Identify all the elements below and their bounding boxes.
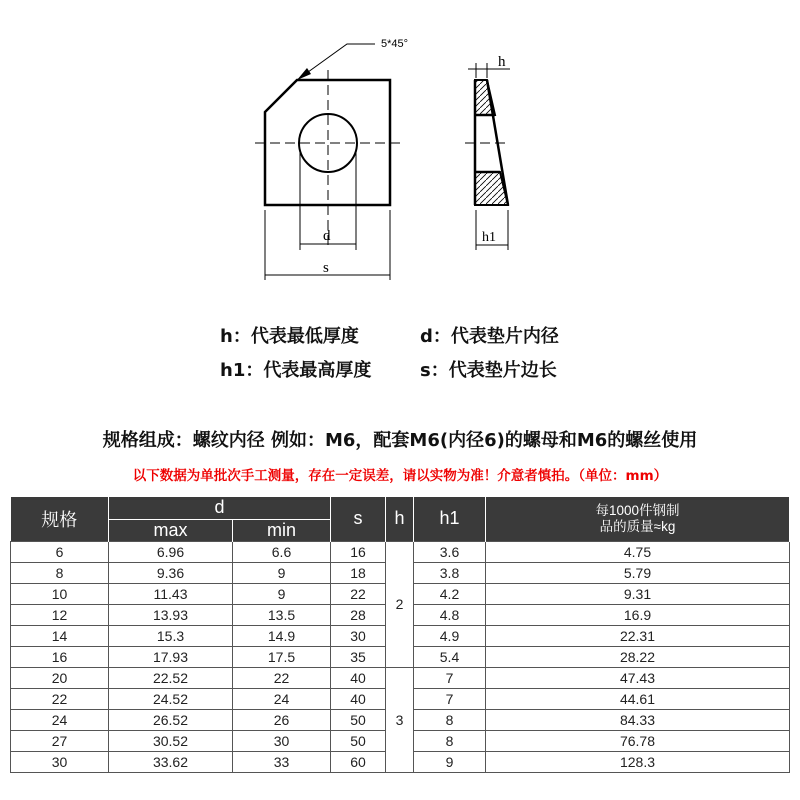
cell-s: 30 <box>331 625 386 646</box>
chamfer-label: 5*45° <box>381 38 409 50</box>
cell-d-min: 9 <box>233 583 331 604</box>
d-dim-label: d <box>323 228 331 244</box>
cell-weight: 16.9 <box>486 604 790 625</box>
cell-h1: 7 <box>414 688 486 709</box>
cell-h1: 7 <box>414 667 486 688</box>
cell-d-max: 24.52 <box>109 688 233 709</box>
h-dim-label: h <box>498 54 506 70</box>
header-weight <box>486 497 790 541</box>
header-d-min: min <box>233 519 331 541</box>
cell-s: 16 <box>331 541 386 562</box>
measurement-disclaimer: 以下数据为单批次手工测量，存在一定误差，请以实物为准！介意者慎拍。（单位：mm） <box>132 468 668 484</box>
cell-s: 22 <box>331 583 386 604</box>
cell-d-max: 15.3 <box>109 625 233 646</box>
cell-weight: 76.78 <box>486 730 790 751</box>
header-spec: 规格 <box>11 497 109 541</box>
spec-table <box>10 497 790 773</box>
cell-h1: 5.4 <box>414 646 486 667</box>
cell-d-min: 22 <box>233 667 331 688</box>
cell-spec: 14 <box>11 625 109 646</box>
header-s: s <box>331 497 386 541</box>
header-h: h <box>386 497 414 541</box>
washer-technical-drawing <box>0 0 800 300</box>
cell-d-min: 30 <box>233 730 331 751</box>
h1-dim-label: h1 <box>482 230 496 245</box>
cell-spec: 27 <box>11 730 109 751</box>
cell-weight: 47.43 <box>486 667 790 688</box>
cell-d-min: 14.9 <box>233 625 331 646</box>
cell-h1: 8 <box>414 709 486 730</box>
cell-weight: 22.31 <box>486 625 790 646</box>
table-row <box>11 667 790 688</box>
cell-d-min: 33 <box>233 751 331 772</box>
cell-h1: 4.2 <box>414 583 486 604</box>
cell-h1: 3.6 <box>414 541 486 562</box>
cell-d-max: 17.93 <box>109 646 233 667</box>
cell-h1: 3.8 <box>414 562 486 583</box>
header-weight-line2: 品的质量≈kg <box>599 518 676 534</box>
header-d: d <box>109 497 331 519</box>
cell-spec: 10 <box>11 583 109 604</box>
cell-h1: 4.8 <box>414 604 486 625</box>
cell-weight: 84.33 <box>486 709 790 730</box>
cell-spec: 16 <box>11 646 109 667</box>
cell-d-max: 11.43 <box>109 583 233 604</box>
legend-h1: h1：代表最高厚度 <box>220 360 372 381</box>
cell-s: 60 <box>331 751 386 772</box>
cell-h1: 8 <box>414 730 486 751</box>
cell-weight: 28.22 <box>486 646 790 667</box>
cell-d-min: 17.5 <box>233 646 331 667</box>
cell-weight: 128.3 <box>486 751 790 772</box>
cell-spec: 12 <box>11 604 109 625</box>
cell-d-max: 33.62 <box>109 751 233 772</box>
legend-s: s：代表垫片边长 <box>420 360 557 381</box>
cell-s: 28 <box>331 604 386 625</box>
header-weight-line1: 每1000件钢制 <box>595 502 680 518</box>
cell-weight: 44.61 <box>486 688 790 709</box>
cell-d-min: 26 <box>233 709 331 730</box>
cell-d-max: 26.52 <box>109 709 233 730</box>
cell-d-max: 22.52 <box>109 667 233 688</box>
cell-spec: 6 <box>11 541 109 562</box>
washer-front-outline <box>265 80 390 205</box>
cell-spec: 20 <box>11 667 109 688</box>
cell-d-min: 13.5 <box>233 604 331 625</box>
cell-weight: 4.75 <box>486 541 790 562</box>
cell-h1: 4.9 <box>414 625 486 646</box>
table-row <box>11 541 790 562</box>
cell-d-min: 24 <box>233 688 331 709</box>
cell-s: 40 <box>331 667 386 688</box>
cell-d-min: 6.6 <box>233 541 331 562</box>
cell-d-max: 13.93 <box>109 604 233 625</box>
cell-s: 18 <box>331 562 386 583</box>
cell-weight: 9.31 <box>486 583 790 604</box>
cell-spec: 22 <box>11 688 109 709</box>
cell-d-max: 30.52 <box>109 730 233 751</box>
cell-d-min: 9 <box>233 562 331 583</box>
cell-s: 50 <box>331 709 386 730</box>
spec-description: 规格组成：螺纹内径 例如：M6，配套M6(内径6)的螺母和M6的螺丝使用 <box>102 430 698 451</box>
header-d-max: max <box>109 519 233 541</box>
cell-d-max: 6.96 <box>109 541 233 562</box>
cell-h: 2 <box>386 541 414 667</box>
cell-spec: 30 <box>11 751 109 772</box>
cell-weight: 5.79 <box>486 562 790 583</box>
s-dim-label: s <box>323 260 329 276</box>
cell-spec: 24 <box>11 709 109 730</box>
header-h1: h1 <box>414 497 486 541</box>
cell-h: 3 <box>386 667 414 772</box>
cell-s: 50 <box>331 730 386 751</box>
cell-h1: 9 <box>414 751 486 772</box>
cell-spec: 8 <box>11 562 109 583</box>
legend-d: d：代表垫片内径 <box>420 326 559 347</box>
legend-h: h：代表最低厚度 <box>220 326 359 347</box>
cell-d-max: 9.36 <box>109 562 233 583</box>
cell-s: 35 <box>331 646 386 667</box>
cell-s: 40 <box>331 688 386 709</box>
